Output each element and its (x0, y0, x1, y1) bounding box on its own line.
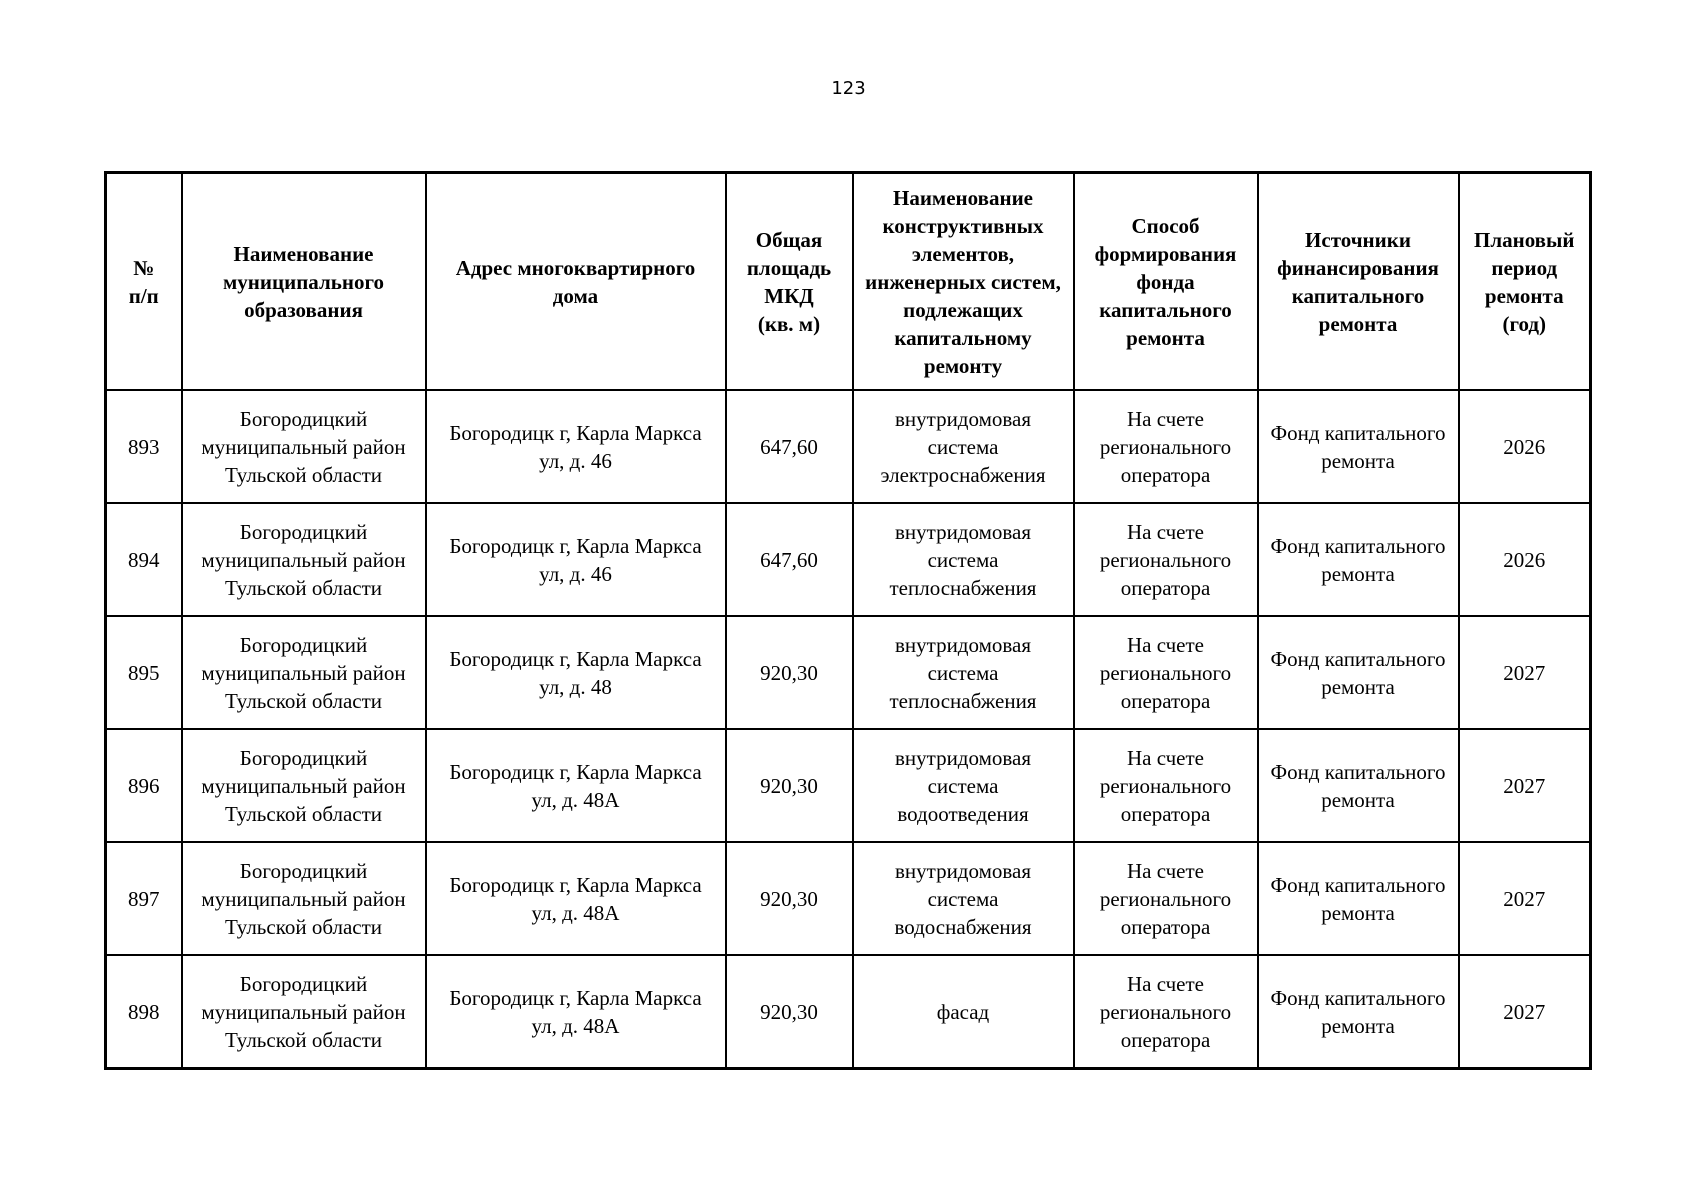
cell-number: 893 (106, 390, 182, 503)
cell-element: внутридомовая система теплоснабжения (853, 616, 1074, 729)
cell-municipality: Богородицкий муниципальный район Тульской области (182, 842, 426, 955)
cell-address: Богородицк г, Карла Маркса ул, д. 48А (426, 955, 726, 1069)
cell-source: Фонд капитального ремонта (1258, 616, 1459, 729)
cell-source: Фонд капитального ремонта (1258, 390, 1459, 503)
cell-number: 895 (106, 616, 182, 729)
cell-area: 647,60 (726, 390, 853, 503)
cell-municipality: Богородицкий муниципальный район Тульской области (182, 390, 426, 503)
cell-element: внутридомовая система водоотведения (853, 729, 1074, 842)
cell-address: Богородицк г, Карла Маркса ул, д. 48А (426, 729, 726, 842)
table-row (106, 616, 1591, 729)
cell-address: Богородицк г, Карла Маркса ул, д. 48А (426, 842, 726, 955)
cell-source: Фонд капитального ремонта (1258, 729, 1459, 842)
header-method: Способ формирования фонда капитального ремонта (1074, 173, 1258, 391)
cell-element: внутридомовая система электроснабжения (853, 390, 1074, 503)
cell-element: внутридомовая система водоснабжения (853, 842, 1074, 955)
header-source: Источники финансирования капитального ремонта (1258, 173, 1459, 391)
cell-area: 920,30 (726, 955, 853, 1069)
cell-source: Фонд капитального ремонта (1258, 842, 1459, 955)
cell-year: 2027 (1459, 842, 1591, 955)
cell-source: Фонд капитального ремонта (1258, 955, 1459, 1069)
table-header-row (106, 173, 1591, 391)
cell-element: фасад (853, 955, 1074, 1069)
cell-year: 2026 (1459, 503, 1591, 616)
capital-repair-table (104, 171, 1592, 1070)
cell-method: На счете регионального оператора (1074, 729, 1258, 842)
cell-method: На счете регионального оператора (1074, 503, 1258, 616)
page-number: 123 (831, 78, 866, 99)
cell-method: На счете регионального оператора (1074, 390, 1258, 503)
cell-address: Богородицк г, Карла Маркса ул, д. 46 (426, 503, 726, 616)
cell-year: 2027 (1459, 729, 1591, 842)
table-row (106, 390, 1591, 503)
cell-method: На счете регионального оператора (1074, 616, 1258, 729)
cell-municipality: Богородицкий муниципальный район Тульской области (182, 616, 426, 729)
table-row (106, 503, 1591, 616)
table-row (106, 842, 1591, 955)
cell-method: На счете регионального оператора (1074, 842, 1258, 955)
cell-area: 920,30 (726, 729, 853, 842)
cell-number: 898 (106, 955, 182, 1069)
cell-address: Богородицк г, Карла Маркса ул, д. 48 (426, 616, 726, 729)
header-address: Адрес многоквартирного дома (426, 173, 726, 391)
cell-year: 2027 (1459, 616, 1591, 729)
table-row (106, 729, 1591, 842)
header-municipality: Наименование муниципального образования (182, 173, 426, 391)
cell-method: На счете регионального оператора (1074, 955, 1258, 1069)
cell-number: 897 (106, 842, 182, 955)
cell-municipality: Богородицкий муниципальный район Тульской области (182, 729, 426, 842)
header-year: Плановый период ремонта (год) (1459, 173, 1591, 391)
cell-area: 920,30 (726, 842, 853, 955)
cell-year: 2026 (1459, 390, 1591, 503)
cell-area: 920,30 (726, 616, 853, 729)
cell-area: 647,60 (726, 503, 853, 616)
cell-number: 894 (106, 503, 182, 616)
cell-municipality: Богородицкий муниципальный район Тульской области (182, 955, 426, 1069)
header-element: Наименование конструктивных элементов, инженерных систем, подлежащих капитальному ремонту (853, 173, 1074, 391)
cell-source: Фонд капитального ремонта (1258, 503, 1459, 616)
header-area: Общая площадь МКД (кв. м) (726, 173, 853, 391)
table-row (106, 955, 1591, 1069)
cell-municipality: Богородицкий муниципальный район Тульской области (182, 503, 426, 616)
cell-element: внутридомовая система теплоснабжения (853, 503, 1074, 616)
cell-address: Богородицк г, Карла Маркса ул, д. 46 (426, 390, 726, 503)
header-number: № п/п (106, 173, 182, 391)
cell-number: 896 (106, 729, 182, 842)
cell-year: 2027 (1459, 955, 1591, 1069)
